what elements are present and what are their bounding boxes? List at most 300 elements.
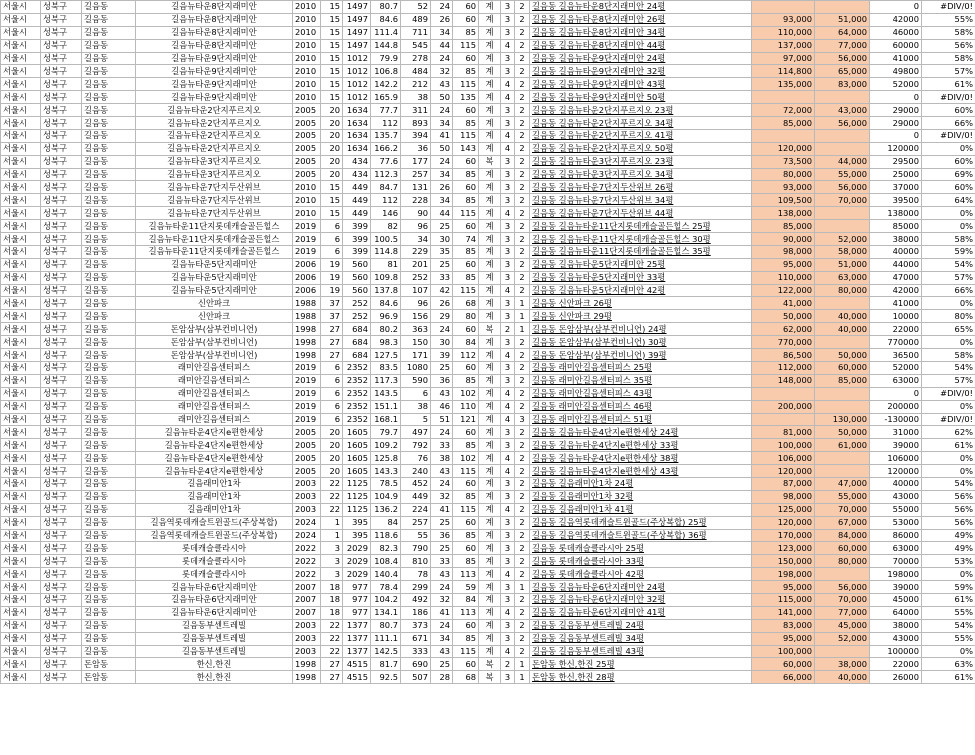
- cell-pyeong[interactable]: 24: [431, 426, 453, 439]
- cell-title-link[interactable]: 길음동 롯데캐슬클라시아 42평: [530, 568, 752, 581]
- cell-sale-price[interactable]: 97,000: [752, 52, 815, 65]
- cell-pyeong[interactable]: 34: [431, 168, 453, 181]
- cell-district[interactable]: 성북구: [41, 220, 82, 233]
- cell-district[interactable]: 성북구: [41, 52, 82, 65]
- cell-households[interactable]: 2352: [343, 387, 371, 400]
- cell-area-class[interactable]: 115: [453, 503, 479, 516]
- cell-jeonse-price[interactable]: 84,000: [815, 529, 870, 542]
- cell-baths[interactable]: 2: [515, 477, 530, 490]
- cell-dong[interactable]: 길음동: [82, 13, 136, 26]
- cell-complex[interactable]: 길음뉴타운7단지두산위브: [136, 181, 293, 194]
- cell-dong[interactable]: 길음동: [82, 26, 136, 39]
- cell-pyeong[interactable]: 34: [431, 117, 453, 130]
- cell-district[interactable]: 성북구: [41, 233, 82, 246]
- cell-gap[interactable]: 106000: [870, 452, 922, 465]
- cell-area-class[interactable]: 60: [453, 220, 479, 233]
- cell-district[interactable]: 성북구: [41, 490, 82, 503]
- cell-city[interactable]: 서울시: [1, 542, 41, 555]
- cell-area-m2[interactable]: 140.4: [371, 568, 401, 581]
- cell-area-m2[interactable]: 144.8: [371, 39, 401, 52]
- cell-jeonse-price[interactable]: 56,000: [815, 117, 870, 130]
- cell-built-year[interactable]: 2019: [293, 387, 321, 400]
- cell-baths[interactable]: 2: [515, 490, 530, 503]
- cell-area-class[interactable]: 68: [453, 671, 479, 684]
- cell-households[interactable]: 399: [343, 220, 371, 233]
- cell-rooms[interactable]: 4: [501, 606, 515, 619]
- cell-rooms[interactable]: 3: [501, 374, 515, 387]
- cell-gap[interactable]: 0: [870, 91, 922, 104]
- cell-area-class[interactable]: 115: [453, 39, 479, 52]
- cell-area-class[interactable]: 115: [453, 645, 479, 658]
- cell-title-link[interactable]: 길음동 길음뉴타운8단지래미안 34평: [530, 26, 752, 39]
- cell-pyeong[interactable]: 28: [431, 671, 453, 684]
- cell-area-class[interactable]: 102: [453, 387, 479, 400]
- cell-rooms[interactable]: 3: [501, 297, 515, 310]
- cell-pyeong[interactable]: 32: [431, 593, 453, 606]
- cell-pyeong[interactable]: 26: [431, 297, 453, 310]
- cell-built-year[interactable]: 2010: [293, 39, 321, 52]
- cell-households[interactable]: 2029: [343, 555, 371, 568]
- cell-built-year[interactable]: 2005: [293, 117, 321, 130]
- cell-jeonse-ratio[interactable]: 61%: [922, 439, 975, 452]
- cell-built-year[interactable]: 2006: [293, 258, 321, 271]
- cell-title-link[interactable]: 길음동 길음뉴타운2단지푸르지오 23평: [530, 104, 752, 117]
- cell-households[interactable]: 1497: [343, 39, 371, 52]
- cell-type[interactable]: 계: [479, 194, 501, 207]
- cell-unit-count[interactable]: 6: [401, 387, 431, 400]
- cell-dong[interactable]: 길음동: [82, 413, 136, 426]
- cell-jeonse-ratio[interactable]: 49%: [922, 529, 975, 542]
- cell-rooms[interactable]: 3: [501, 258, 515, 271]
- cell-complex[interactable]: 길음뉴타운11단지롯데캐슬골든힐스: [136, 245, 293, 258]
- cell-sale-price[interactable]: 137,000: [752, 39, 815, 52]
- cell-dong[interactable]: 길음동: [82, 568, 136, 581]
- cell-gap[interactable]: 138000: [870, 207, 922, 220]
- cell-city[interactable]: 서울시: [1, 516, 41, 529]
- cell-jeonse-price[interactable]: 51,000: [815, 258, 870, 271]
- cell-area-m2[interactable]: 143.3: [371, 465, 401, 478]
- cell-households[interactable]: 395: [343, 516, 371, 529]
- cell-area-m2[interactable]: 118.6: [371, 529, 401, 542]
- cell-city[interactable]: 서울시: [1, 477, 41, 490]
- cell-complex[interactable]: 길음뉴타운4단지e편한세상: [136, 465, 293, 478]
- cell-built-year[interactable]: 2019: [293, 220, 321, 233]
- cell-jeonse-ratio[interactable]: 66%: [922, 284, 975, 297]
- cell-jeonse-price[interactable]: 50,000: [815, 349, 870, 362]
- cell-area-m2[interactable]: 114.8: [371, 245, 401, 258]
- cell-unit-count[interactable]: 492: [401, 593, 431, 606]
- cell-district[interactable]: 성북구: [41, 181, 82, 194]
- cell-dong[interactable]: 길음동: [82, 52, 136, 65]
- cell-jeonse-ratio[interactable]: 49%: [922, 542, 975, 555]
- cell-complex[interactable]: 길음동부센트레빌: [136, 645, 293, 658]
- cell-complex[interactable]: 길음뉴타운4단지e편한세상: [136, 439, 293, 452]
- cell-pyeong[interactable]: 33: [431, 555, 453, 568]
- cell-city[interactable]: 서울시: [1, 233, 41, 246]
- cell-title-link[interactable]: 길음동 길음역롯데캐슬트윈골드(주상복합) 25평: [530, 516, 752, 529]
- cell-area-class[interactable]: 60: [453, 516, 479, 529]
- cell-sale-price[interactable]: 98,000: [752, 490, 815, 503]
- cell-city[interactable]: 서울시: [1, 52, 41, 65]
- cell-title-link[interactable]: 길음동 길음뉴타운3단지푸르지오 34평: [530, 168, 752, 181]
- cell-complex[interactable]: 길음뉴타운6단지래미안: [136, 581, 293, 594]
- cell-baths[interactable]: 2: [515, 503, 530, 516]
- cell-complex[interactable]: 돈암삼부(삼부컨비니언): [136, 323, 293, 336]
- cell-unit-count[interactable]: 278: [401, 52, 431, 65]
- cell-dong[interactable]: 길음동: [82, 78, 136, 91]
- cell-unit-count[interactable]: 299: [401, 581, 431, 594]
- cell-jeonse-ratio[interactable]: 62%: [922, 426, 975, 439]
- cell-pyeong[interactable]: 44: [431, 39, 453, 52]
- cell-area-m2[interactable]: 79.7: [371, 426, 401, 439]
- cell-jeonse-price[interactable]: [815, 1, 870, 14]
- cell-sale-price[interactable]: 93,000: [752, 181, 815, 194]
- cell-built-year[interactable]: 2005: [293, 465, 321, 478]
- cell-rooms[interactable]: 4: [501, 129, 515, 142]
- cell-age[interactable]: 27: [321, 323, 343, 336]
- cell-area-m2[interactable]: 117.3: [371, 374, 401, 387]
- cell-age[interactable]: 20: [321, 426, 343, 439]
- cell-title-link[interactable]: 길음동 길음뉴타운4단지e편한세상 43평: [530, 465, 752, 478]
- cell-built-year[interactable]: 2003: [293, 645, 321, 658]
- cell-area-m2[interactable]: 100.5: [371, 233, 401, 246]
- cell-area-m2[interactable]: 80.2: [371, 323, 401, 336]
- cell-unit-count[interactable]: 489: [401, 13, 431, 26]
- cell-title-link[interactable]: 길음동 길음동부센트레빌 34평: [530, 632, 752, 645]
- cell-households[interactable]: 1634: [343, 104, 371, 117]
- cell-area-m2[interactable]: 142.2: [371, 78, 401, 91]
- cell-jeonse-ratio[interactable]: 55%: [922, 632, 975, 645]
- cell-rooms[interactable]: 4: [501, 503, 515, 516]
- cell-rooms[interactable]: 3: [501, 490, 515, 503]
- cell-complex[interactable]: 길음뉴타운3단지푸르지오: [136, 168, 293, 181]
- cell-baths[interactable]: 2: [515, 593, 530, 606]
- cell-baths[interactable]: 2: [515, 258, 530, 271]
- cell-complex[interactable]: 길음래미안1차: [136, 490, 293, 503]
- cell-district[interactable]: 성북구: [41, 555, 82, 568]
- cell-dong[interactable]: 길음동: [82, 400, 136, 413]
- cell-built-year[interactable]: 1998: [293, 671, 321, 684]
- cell-city[interactable]: 서울시: [1, 413, 41, 426]
- cell-title-link[interactable]: 길음동 롯데캐슬클라시아 25평: [530, 542, 752, 555]
- cell-households[interactable]: 395: [343, 529, 371, 542]
- cell-age[interactable]: 15: [321, 181, 343, 194]
- cell-jeonse-ratio[interactable]: 57%: [922, 271, 975, 284]
- cell-gap[interactable]: 0: [870, 129, 922, 142]
- cell-baths[interactable]: 2: [515, 542, 530, 555]
- cell-dong[interactable]: 길음동: [82, 542, 136, 555]
- cell-district[interactable]: 성북구: [41, 258, 82, 271]
- cell-title-link[interactable]: 길음동 길음뉴타운6단지래미안 32평: [530, 593, 752, 606]
- cell-area-m2[interactable]: 151.1: [371, 400, 401, 413]
- cell-jeonse-ratio[interactable]: 64%: [922, 194, 975, 207]
- cell-households[interactable]: 1605: [343, 439, 371, 452]
- cell-type[interactable]: 계: [479, 387, 501, 400]
- cell-pyeong[interactable]: 32: [431, 490, 453, 503]
- cell-jeonse-price[interactable]: 40,000: [815, 671, 870, 684]
- cell-type[interactable]: 계: [479, 284, 501, 297]
- cell-type[interactable]: 계: [479, 220, 501, 233]
- cell-rooms[interactable]: 3: [501, 1, 515, 14]
- cell-gap[interactable]: 42000: [870, 13, 922, 26]
- cell-jeonse-ratio[interactable]: 58%: [922, 349, 975, 362]
- cell-area-m2[interactable]: 79.9: [371, 52, 401, 65]
- cell-baths[interactable]: 2: [515, 271, 530, 284]
- cell-unit-count[interactable]: 1080: [401, 361, 431, 374]
- cell-gap[interactable]: 120000: [870, 142, 922, 155]
- cell-jeonse-price[interactable]: [815, 207, 870, 220]
- cell-area-class[interactable]: 80: [453, 310, 479, 323]
- cell-city[interactable]: 서울시: [1, 632, 41, 645]
- cell-gap[interactable]: 22000: [870, 658, 922, 671]
- cell-city[interactable]: 서울시: [1, 284, 41, 297]
- cell-gap[interactable]: 43000: [870, 632, 922, 645]
- cell-area-class[interactable]: 85: [453, 194, 479, 207]
- cell-sale-price[interactable]: 200,000: [752, 400, 815, 413]
- cell-jeonse-ratio[interactable]: #DIV/0!: [922, 387, 975, 400]
- cell-area-class[interactable]: 60: [453, 426, 479, 439]
- cell-type[interactable]: 계: [479, 568, 501, 581]
- cell-area-class[interactable]: 85: [453, 168, 479, 181]
- cell-dong[interactable]: 길음동: [82, 529, 136, 542]
- cell-title-link[interactable]: 길음동 길음뉴타운2단지푸르지오 41평: [530, 129, 752, 142]
- cell-district[interactable]: 성북구: [41, 91, 82, 104]
- cell-pyeong[interactable]: 33: [431, 271, 453, 284]
- cell-unit-count[interactable]: 78: [401, 568, 431, 581]
- cell-rooms[interactable]: 2: [501, 323, 515, 336]
- cell-jeonse-ratio[interactable]: 60%: [922, 155, 975, 168]
- cell-complex[interactable]: 래미안길음센터피스: [136, 387, 293, 400]
- cell-pyeong[interactable]: 51: [431, 413, 453, 426]
- cell-city[interactable]: 서울시: [1, 593, 41, 606]
- cell-area-m2[interactable]: 80.7: [371, 619, 401, 632]
- cell-type[interactable]: 계: [479, 645, 501, 658]
- cell-complex[interactable]: 길음뉴타운8단지래미안: [136, 26, 293, 39]
- cell-district[interactable]: 성북구: [41, 245, 82, 258]
- cell-built-year[interactable]: 2010: [293, 13, 321, 26]
- cell-rooms[interactable]: 3: [501, 245, 515, 258]
- cell-pyeong[interactable]: 29: [431, 310, 453, 323]
- cell-jeonse-ratio[interactable]: 56%: [922, 516, 975, 529]
- cell-jeonse-ratio[interactable]: 69%: [922, 168, 975, 181]
- cell-rooms[interactable]: 4: [501, 413, 515, 426]
- cell-age[interactable]: 1: [321, 516, 343, 529]
- cell-built-year[interactable]: 2005: [293, 426, 321, 439]
- cell-built-year[interactable]: 2003: [293, 490, 321, 503]
- cell-households[interactable]: 977: [343, 581, 371, 594]
- cell-jeonse-price[interactable]: 50,000: [815, 426, 870, 439]
- cell-area-m2[interactable]: 111.1: [371, 632, 401, 645]
- cell-unit-count[interactable]: 449: [401, 490, 431, 503]
- cell-built-year[interactable]: 2010: [293, 91, 321, 104]
- cell-age[interactable]: 3: [321, 542, 343, 555]
- cell-households[interactable]: 684: [343, 323, 371, 336]
- cell-title-link[interactable]: 길음동 길음동부센트레빌 24평: [530, 619, 752, 632]
- cell-age[interactable]: 15: [321, 194, 343, 207]
- cell-age[interactable]: 22: [321, 632, 343, 645]
- cell-city[interactable]: 서울시: [1, 91, 41, 104]
- cell-built-year[interactable]: 1998: [293, 323, 321, 336]
- cell-jeonse-price[interactable]: 43,000: [815, 104, 870, 117]
- cell-gap[interactable]: 25000: [870, 168, 922, 181]
- cell-area-class[interactable]: 60: [453, 477, 479, 490]
- cell-area-class[interactable]: 102: [453, 452, 479, 465]
- cell-jeonse-price[interactable]: [815, 220, 870, 233]
- cell-area-m2[interactable]: 108.4: [371, 555, 401, 568]
- cell-area-m2[interactable]: 106.8: [371, 65, 401, 78]
- cell-city[interactable]: 서울시: [1, 503, 41, 516]
- cell-complex[interactable]: 롯데캐슬클라시아: [136, 555, 293, 568]
- cell-type[interactable]: 계: [479, 529, 501, 542]
- cell-gap[interactable]: 49800: [870, 65, 922, 78]
- cell-gap[interactable]: 47000: [870, 271, 922, 284]
- cell-rooms[interactable]: 3: [501, 516, 515, 529]
- cell-sale-price[interactable]: 95,000: [752, 632, 815, 645]
- cell-type[interactable]: 복: [479, 658, 501, 671]
- cell-households[interactable]: 1497: [343, 13, 371, 26]
- cell-baths[interactable]: 1: [515, 658, 530, 671]
- cell-district[interactable]: 성북구: [41, 323, 82, 336]
- cell-title-link[interactable]: 길음동 길음뉴타운8단지래미안 24평: [530, 1, 752, 14]
- cell-city[interactable]: 서울시: [1, 26, 41, 39]
- cell-households[interactable]: 2352: [343, 400, 371, 413]
- cell-area-m2[interactable]: 135.7: [371, 129, 401, 142]
- cell-pyeong[interactable]: 41: [431, 129, 453, 142]
- cell-built-year[interactable]: 1998: [293, 349, 321, 362]
- cell-jeonse-price[interactable]: [815, 129, 870, 142]
- cell-city[interactable]: 서울시: [1, 387, 41, 400]
- cell-area-m2[interactable]: 77.7: [371, 104, 401, 117]
- cell-households[interactable]: 2029: [343, 568, 371, 581]
- cell-gap[interactable]: 42000: [870, 284, 922, 297]
- cell-rooms[interactable]: 3: [501, 117, 515, 130]
- cell-baths[interactable]: 2: [515, 129, 530, 142]
- cell-households[interactable]: 1012: [343, 52, 371, 65]
- cell-unit-count[interactable]: 545: [401, 39, 431, 52]
- cell-area-class[interactable]: 113: [453, 568, 479, 581]
- cell-built-year[interactable]: 1998: [293, 336, 321, 349]
- cell-type[interactable]: 계: [479, 142, 501, 155]
- cell-pyeong[interactable]: 50: [431, 91, 453, 104]
- cell-dong[interactable]: 길음동: [82, 207, 136, 220]
- cell-complex[interactable]: 길음뉴타운5단지래미안: [136, 271, 293, 284]
- cell-district[interactable]: 성북구: [41, 387, 82, 400]
- cell-sale-price[interactable]: 198,000: [752, 568, 815, 581]
- cell-unit-count[interactable]: 34: [401, 233, 431, 246]
- cell-city[interactable]: 서울시: [1, 465, 41, 478]
- cell-age[interactable]: 27: [321, 349, 343, 362]
- cell-rooms[interactable]: 4: [501, 78, 515, 91]
- cell-jeonse-price[interactable]: 51,000: [815, 13, 870, 26]
- cell-complex[interactable]: 한신,한진: [136, 671, 293, 684]
- cell-households[interactable]: 1125: [343, 503, 371, 516]
- cell-jeonse-price[interactable]: 56,000: [815, 52, 870, 65]
- cell-baths[interactable]: 2: [515, 619, 530, 632]
- cell-area-class[interactable]: 121: [453, 413, 479, 426]
- cell-rooms[interactable]: 4: [501, 387, 515, 400]
- cell-complex[interactable]: 길음뉴타운9단지래미안: [136, 65, 293, 78]
- cell-type[interactable]: 계: [479, 181, 501, 194]
- cell-sale-price[interactable]: 120,000: [752, 465, 815, 478]
- cell-jeonse-price[interactable]: [815, 400, 870, 413]
- cell-city[interactable]: 서울시: [1, 619, 41, 632]
- cell-complex[interactable]: 길음뉴타운4단지e편한세상: [136, 452, 293, 465]
- cell-age[interactable]: 15: [321, 78, 343, 91]
- cell-district[interactable]: 성북구: [41, 207, 82, 220]
- cell-pyeong[interactable]: 39: [431, 349, 453, 362]
- cell-city[interactable]: 서울시: [1, 310, 41, 323]
- cell-title-link[interactable]: 길음동 길음뉴타운7단지두산위브 26평: [530, 181, 752, 194]
- cell-area-m2[interactable]: 82: [371, 220, 401, 233]
- cell-city[interactable]: 서울시: [1, 245, 41, 258]
- cell-sale-price[interactable]: 83,000: [752, 619, 815, 632]
- cell-sale-price[interactable]: 110,000: [752, 271, 815, 284]
- cell-built-year[interactable]: 2019: [293, 233, 321, 246]
- cell-district[interactable]: 성북구: [41, 297, 82, 310]
- cell-jeonse-price[interactable]: [815, 645, 870, 658]
- cell-area-m2[interactable]: 78.5: [371, 477, 401, 490]
- cell-baths[interactable]: 2: [515, 13, 530, 26]
- cell-city[interactable]: 서울시: [1, 426, 41, 439]
- cell-complex[interactable]: 돈암삼부(삼부컨비니언): [136, 349, 293, 362]
- cell-area-m2[interactable]: 112.3: [371, 168, 401, 181]
- cell-jeonse-price[interactable]: 58,000: [815, 245, 870, 258]
- cell-sale-price[interactable]: 109,500: [752, 194, 815, 207]
- cell-dong[interactable]: 길음동: [82, 1, 136, 14]
- cell-rooms[interactable]: 3: [501, 13, 515, 26]
- cell-built-year[interactable]: 2019: [293, 413, 321, 426]
- cell-sale-price[interactable]: 150,000: [752, 555, 815, 568]
- cell-age[interactable]: 15: [321, 91, 343, 104]
- cell-sale-price[interactable]: [752, 1, 815, 14]
- cell-type[interactable]: 계: [479, 168, 501, 181]
- cell-title-link[interactable]: 길음동 래미안길음센터피스 25평: [530, 361, 752, 374]
- cell-baths[interactable]: 2: [515, 349, 530, 362]
- cell-type[interactable]: 계: [479, 490, 501, 503]
- cell-type[interactable]: 계: [479, 349, 501, 362]
- cell-area-m2[interactable]: 92.5: [371, 671, 401, 684]
- cell-unit-count[interactable]: 224: [401, 503, 431, 516]
- cell-dong[interactable]: 길음동: [82, 374, 136, 387]
- cell-gap[interactable]: 39000: [870, 581, 922, 594]
- cell-city[interactable]: 서울시: [1, 78, 41, 91]
- cell-district[interactable]: 성북구: [41, 516, 82, 529]
- cell-district[interactable]: 성북구: [41, 194, 82, 207]
- cell-households[interactable]: 4515: [343, 658, 371, 671]
- cell-built-year[interactable]: 2005: [293, 104, 321, 117]
- cell-area-class[interactable]: 85: [453, 632, 479, 645]
- cell-baths[interactable]: 1: [515, 310, 530, 323]
- cell-dong[interactable]: 길음동: [82, 387, 136, 400]
- cell-title-link[interactable]: 길음동 길음뉴타운11단지롯데캐슬골든힐스 35평: [530, 245, 752, 258]
- cell-unit-count[interactable]: 311: [401, 104, 431, 117]
- cell-type[interactable]: 계: [479, 593, 501, 606]
- cell-jeonse-price[interactable]: 64,000: [815, 26, 870, 39]
- cell-rooms[interactable]: 4: [501, 452, 515, 465]
- cell-title-link[interactable]: 길음동 길음뉴타운4단지e편한세상 33평: [530, 439, 752, 452]
- cell-area-m2[interactable]: 142.5: [371, 645, 401, 658]
- cell-city[interactable]: 서울시: [1, 129, 41, 142]
- cell-baths[interactable]: 1: [515, 581, 530, 594]
- cell-sale-price[interactable]: 66,000: [752, 671, 815, 684]
- cell-baths[interactable]: 2: [515, 65, 530, 78]
- cell-baths[interactable]: 2: [515, 632, 530, 645]
- cell-complex[interactable]: 길음뉴타운3단지푸르지오: [136, 155, 293, 168]
- cell-baths[interactable]: 1: [515, 323, 530, 336]
- cell-unit-count[interactable]: 240: [401, 465, 431, 478]
- cell-age[interactable]: 27: [321, 336, 343, 349]
- cell-type[interactable]: 계: [479, 78, 501, 91]
